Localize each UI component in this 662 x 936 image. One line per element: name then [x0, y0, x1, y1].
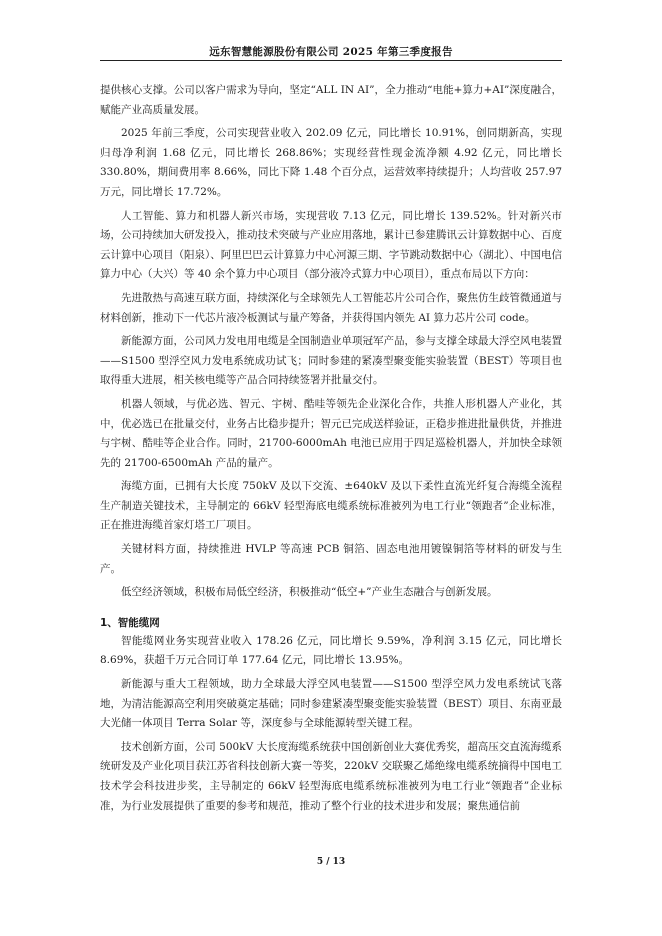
body-paragraph: 人工智能、算力和机器人新兴市场，实现营收 7.13 亿元，同比增长 139.52%。针对新兴市场，公司持续加大研发投入，推动技术突破与产业应用落地，累计已参建腾讯云计算数据中心、百度云计算中心项目（阳泉）、阿里巴巴云计算算力中心河源三期、字节跳动数据中心（湖北）、中国电信算力中心（大兴）等 40 余个算力中心项目（部分液冷式算力中心项目），重点布局以下方向： [100, 209, 562, 281]
section-heading: 1、智能缆网 [100, 616, 160, 629]
page-number: 5 / 13 [316, 857, 346, 867]
header-divider [100, 60, 562, 61]
section-paragraph: 智能缆网业务实现营业收入 178.26 亿元，同比增长 9.59%，净利润 3.15 亿元，同比增长 8.69%，获超千万元合同订单 177.64 亿元，同比增长 13.95%。 [100, 634, 562, 667]
report-body [100, 81, 562, 820]
body-paragraph: 提供核心支撑。公司以客户需求为导向，坚定“ALL IN AI”，全力推动“电能+算力+AI”深度融合，赋能产业高质量发展。 [100, 84, 562, 116]
report-header-title: 远东智慧能源股份有限公司 2025 年第三季度报告 [209, 46, 453, 58]
body-paragraph: 关键材料方面，持续推进 HVLP 等高速 PCB 铜箔、固态电池用镀镍铜箔等材料的研发与生产。 [100, 543, 562, 575]
section-paragraph: 新能源与重大工程领域，助力全球最大浮空风电装置——S1500 型浮空风力发电系统试飞落地，为清洁能源高空利用突破奠定基础；同时参建紧凑型聚变能实验装置（BEST）项目、东南亚最大光储一体项目 Terra Solar 等，深度参与全球能源转型关键工程。 [100, 678, 562, 730]
body-paragraph: 新能源方面，公司风力发电用电缆是全国制造业单项冠军产品，参与支撑全球最大浮空风电装置——S1500 型浮空风力发电系统成功试飞；同时参建的紧凑型聚变能实验装置（BEST）等项目也取得重大进展，相关核电缆等产品合同持续签署并批量交付。 [100, 335, 562, 387]
body-paragraph: 低空经济领域，积极布局低空经济，积极推动“低空+”产业生态融合与创新发展。 [121, 586, 498, 599]
section-paragraph: 技术创新方面，公司 500kV 大长度海缆系统获中国创新创业大赛优秀奖，超高压交直流海缆系统研发及产业化项目获江苏省科技创新大赛一等奖，220kV 交联聚乙烯绝缘电缆系统摘得中国电工技术学会科技进步奖，主导制定的 66kV 轻型海底电缆系统标准被列为电工行业“领跑者”企业标准，为行业发展提供了重要的参考和规范，推动了整个行业的技术进步和发展；聚焦通信前 [100, 740, 562, 812]
body-paragraph: 海缆方面，已拥有大长度 750kV 及以下交流、±640kV 及以下柔性直流光纤复合海缆全流程生产制造关键技术，主导制定的 66kV 轻型海底电缆系统标准被列为电工行业“领跑者”企业标准，正在推进海缆首家灯塔工厂项目。 [100, 480, 562, 532]
body-paragraph: 先进散热与高速互联方面，持续深化与全球领先人工智能芯片公司合作，聚焦仿生歧管微通道与材料创新，推动下一代芯片液冷板测试与量产筹备，并获得国内领先 AI 算力芯片公司 code。 [100, 291, 562, 324]
body-paragraph: 机器人领域，与优必选、智元、宇树、酷哇等领先企业深化合作，共推人形机器人产业化，其中，优必选已在批量交付，业务占比稳步提升；智元已完成送样验证，正稳步推进批量供货，并推进与宇树、酷哇等企业合作。同时，21700-6000mAh 电池已应用于四足巡检机器人，并加快全球领先的 21700-6500mAh 产品的量产。 [100, 397, 562, 469]
body-paragraph: 2025 年前三季度，公司实现营业收入 202.09 亿元，同比增长 10.91%，创同期新高，实现归母净利润 1.68 亿元，同比增长 268.86%；实现经营性现金流净额 4.92 亿元，同比增长 330.80%，期间费用率 8.66%，同比下降 1.48 个百分点，运营效率持续提升；人均营收 257.97 万元，同比增长 17.72%。 [100, 127, 562, 198]
